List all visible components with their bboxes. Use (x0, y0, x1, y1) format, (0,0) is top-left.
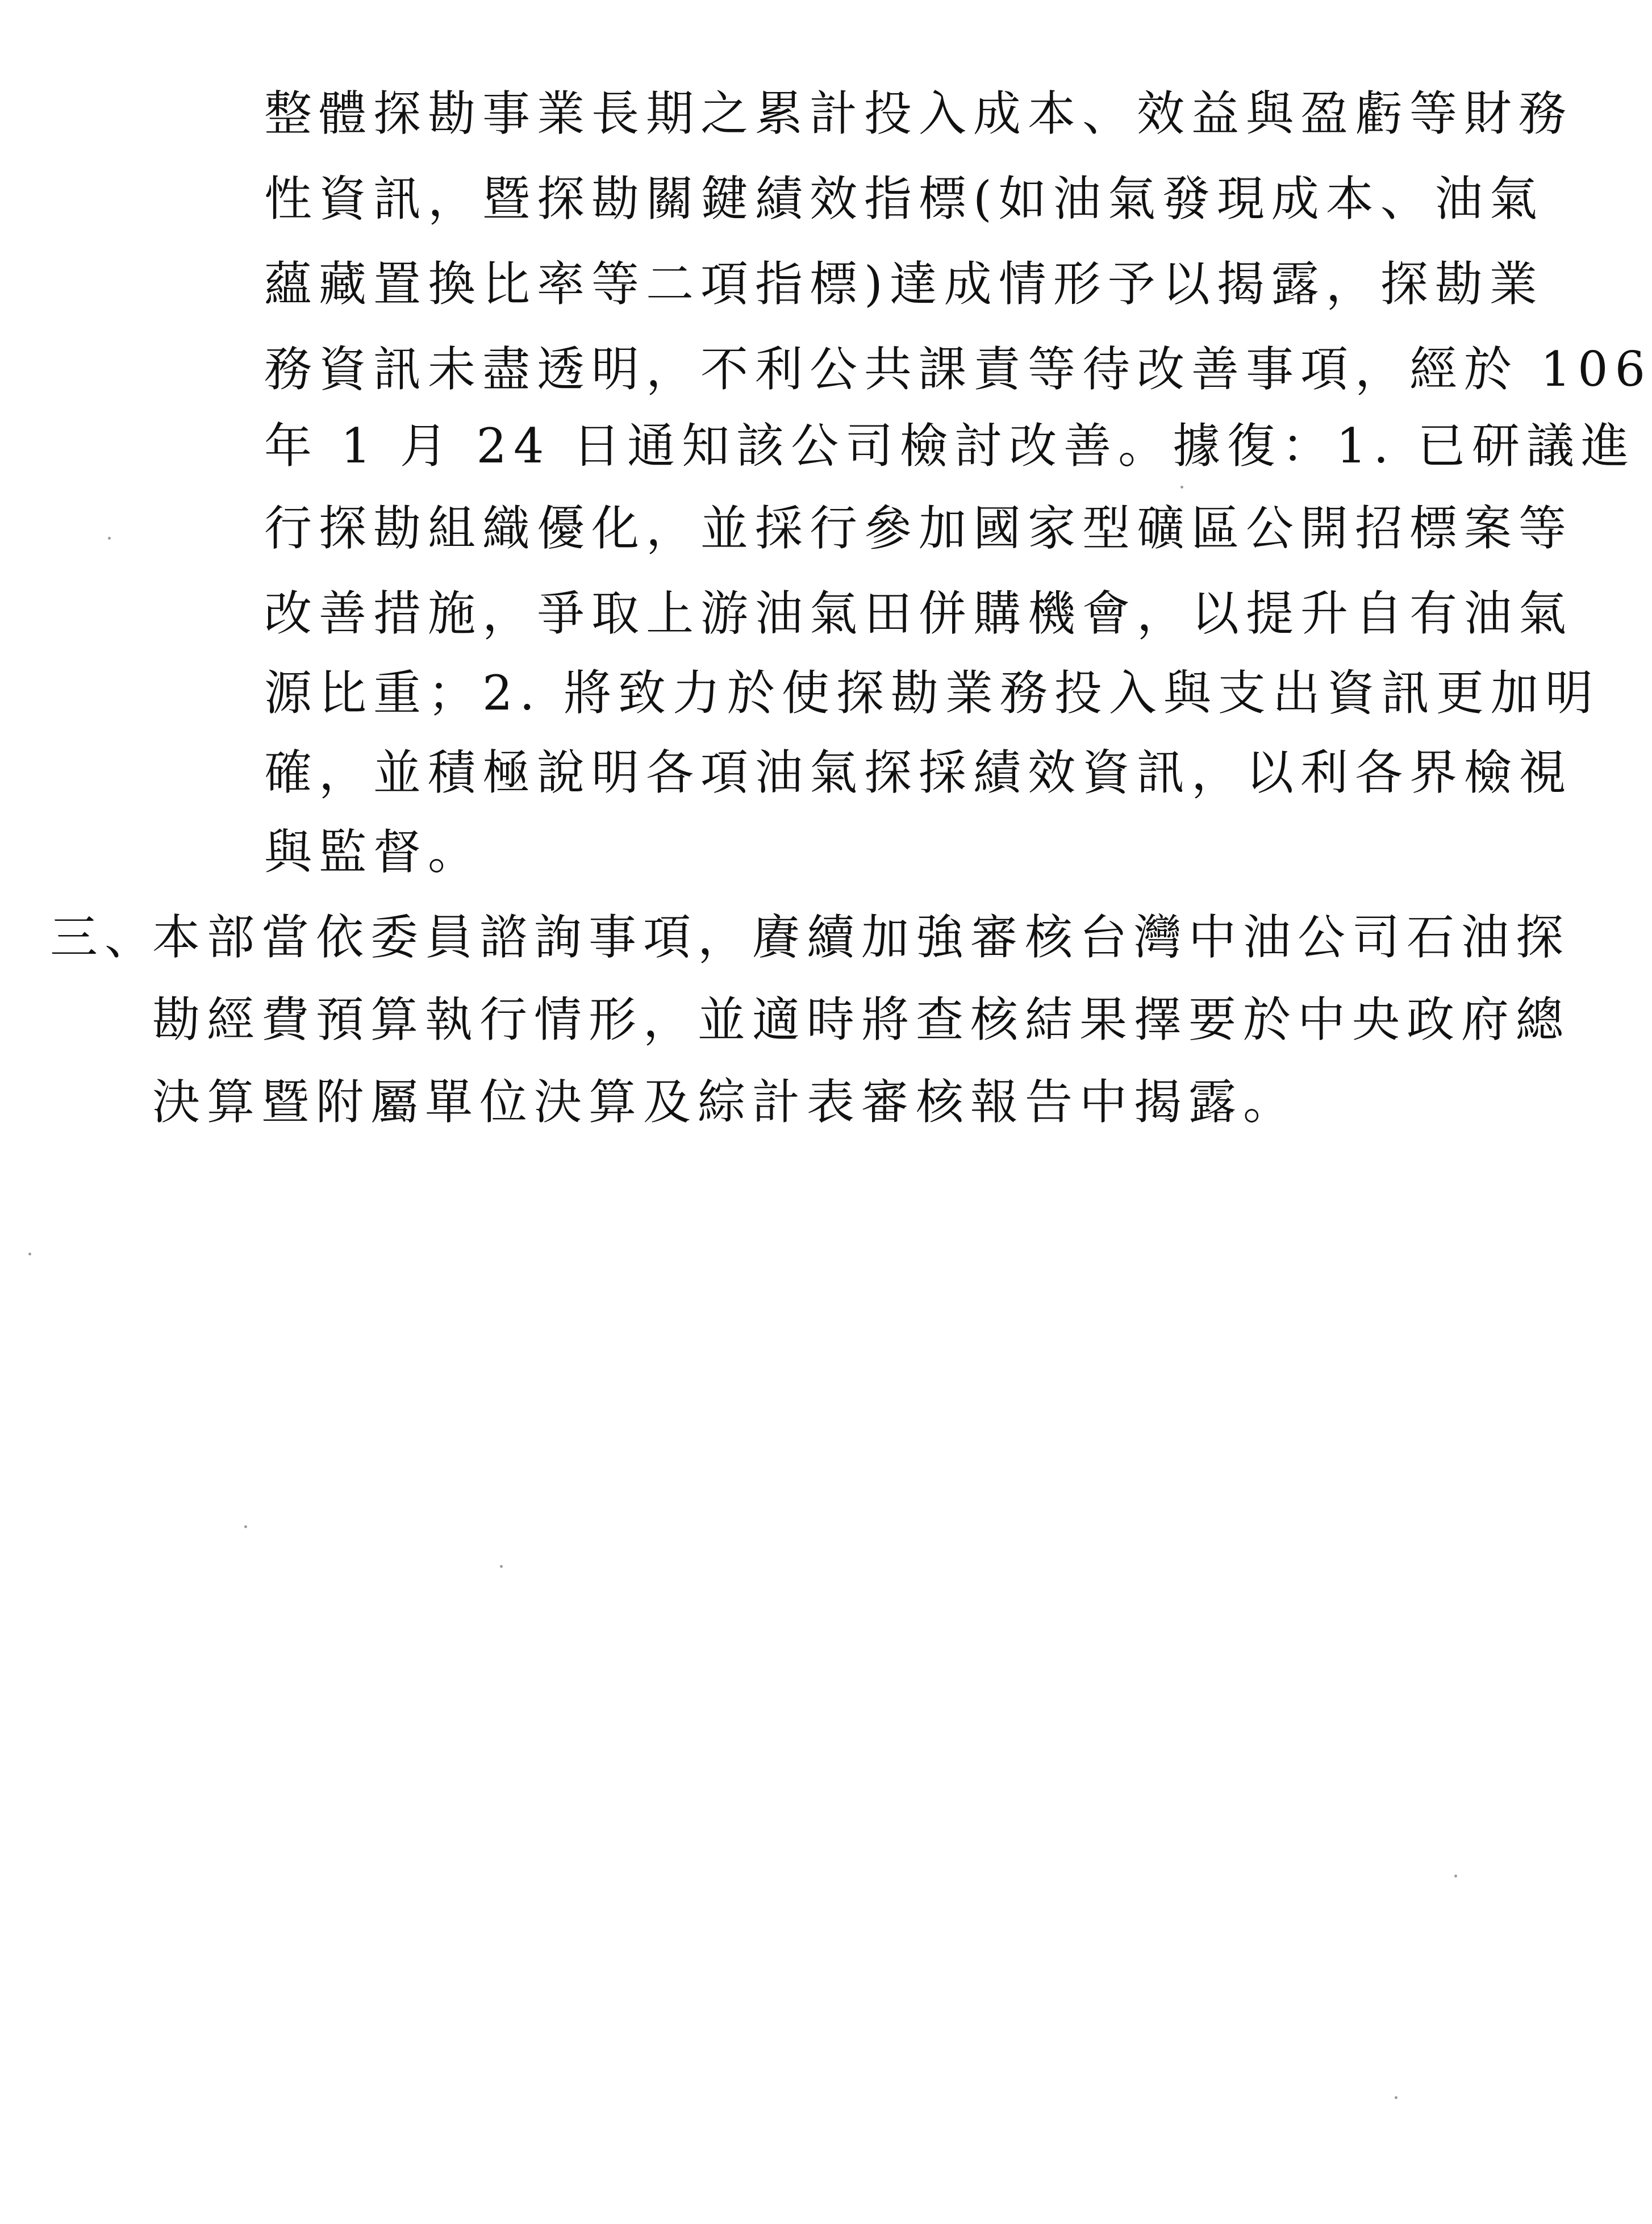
paragraph-line: 確，並積極說明各項油氣探採績效資訊，以利各界檢視 (264, 745, 1574, 800)
item-line: 本部當依委員諮詢事項，賡續加強審核台灣中油公司石油探 (152, 909, 1571, 965)
paragraph-line: 務資訊未盡透明，不利公共課責等待改善事項，經於 106 (264, 341, 1652, 397)
paragraph-line: 年 1 月 24 日通知該公司檢討改善。據復：1. 已研議進 (264, 418, 1636, 474)
item-number: 三、 (50, 909, 160, 965)
scan-speck (244, 1525, 247, 1528)
scan-speck (1454, 1875, 1457, 1877)
scan-speck (500, 1565, 503, 1568)
paragraph-line: 源比重；2. 將致力於使探勘業務投入與支出資訊更加明 (264, 665, 1600, 721)
item-line: 決算暨附屬單位決算及綜計表審核報告中揭露。 (152, 1074, 1298, 1130)
paragraph-line: 行探勘組織優化，並採行參加國家型礦區公開招標案等 (264, 500, 1574, 556)
paragraph-line: 整體探勘事業長期之累計投入成本、效益與盈虧等財務 (264, 86, 1574, 141)
paragraph-line: 與監督。 (264, 824, 483, 880)
scan-speck (28, 1253, 31, 1255)
scan-speck (1180, 486, 1183, 489)
paragraph-line: 蘊藏置換比率等二項指標)達成情形予以揭露，探勘業 (264, 256, 1544, 312)
scan-speck (1395, 2096, 1397, 2099)
item-line: 勘經費預算執行情形，並適時將查核結果擇要於中央政府總 (152, 992, 1571, 1048)
paragraph-line: 改善措施，爭取上游油氣田併購機會，以提升自有油氣 (264, 586, 1574, 641)
scan-speck (108, 537, 111, 540)
paragraph-line: 性資訊，暨探勘關鍵績效指標(如油氣發現成本、油氣 (264, 171, 1544, 227)
